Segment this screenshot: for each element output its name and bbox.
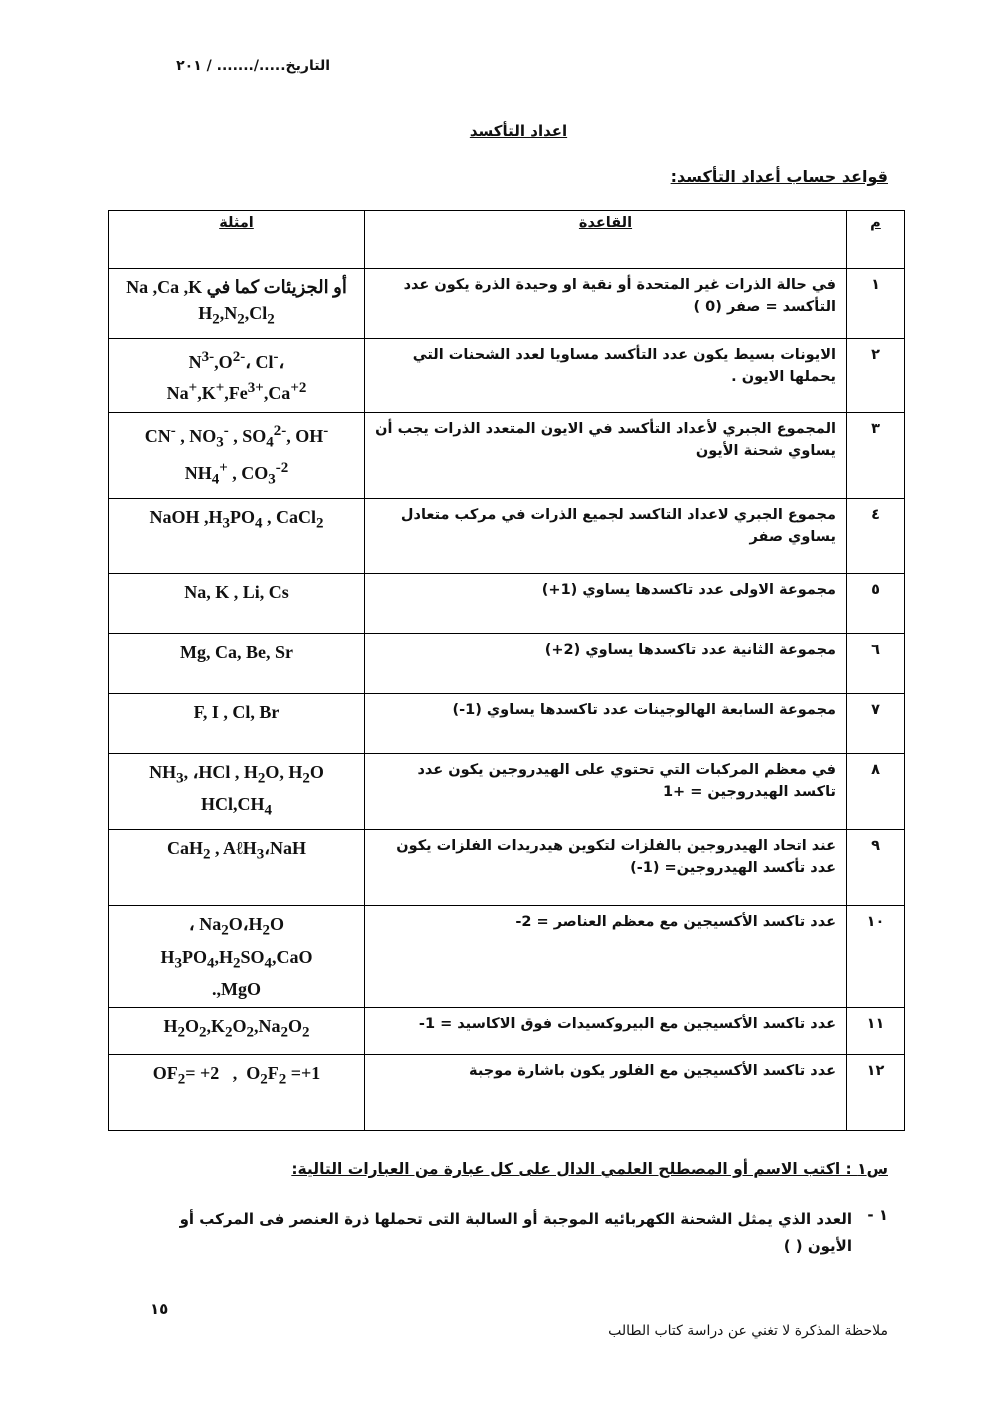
table-row: [109, 1055, 905, 1131]
rule-number: ٤: [847, 498, 905, 573]
rule-number: ٨: [847, 753, 905, 829]
rule-number: ٣: [847, 412, 905, 498]
rule-text: مجموعة السابعة الهالوجينات عدد تاكسدها يساوي (1-): [365, 693, 847, 753]
table-row: [109, 573, 905, 633]
rule-examples: $OF_2= +2$ , $O_2F_2 =+1$: [109, 1055, 365, 1131]
rule-text: في حالة الذرات غير المتحدة أو نقية او وحيدة الذرة يكون عدد التأكسد = صفر (0 ): [365, 269, 847, 339]
table-row: [109, 633, 905, 693]
header-rule: القاعدة: [365, 211, 847, 269]
table-row: [109, 269, 905, 339]
rule-examples: CaH$_2$ , AℓH$_3$،NaH: [109, 829, 365, 905]
rule-number: ١٠: [847, 905, 905, 1007]
rule-number: ١: [847, 269, 905, 339]
rule-number: ٧: [847, 693, 905, 753]
question-item-number: ١ -: [867, 1206, 888, 1224]
date-line: التاريخ...../....... / ٢٠١: [176, 58, 330, 74]
table-row: [109, 829, 905, 905]
rule-number: ٢: [847, 338, 905, 412]
rule-number: ٩: [847, 829, 905, 905]
rule-text: في معظم المركبات التي تحتوي على الهيدروجين يكون عدد تاكسد الهيدروجين = +1: [365, 753, 847, 829]
header-examples: امثلة: [109, 211, 365, 269]
rule-text: عند اتحاد الهيدروجين بالفلزات لتكوين هيدريدات الفلزات يكون عدد تأكسد الهيدروجين= (1-): [365, 829, 847, 905]
rule-text: مجموع الجبري لاعداد التاكسد لجميع الذرات في مركب متعادل يساوي صفر: [365, 498, 847, 573]
rule-examples: CN- , $NO_3^-$ , $SO_4^{2-}$, OH- $NH_4^+$ , $CO_3^{-2}$: [109, 412, 365, 498]
question-item-text: العدد الذي يمثل الشحنة الكهربائيه الموجبة أو السالبة التى تحملها ذرة العنصر فى المركب أو الأيون ( ): [179, 1210, 852, 1255]
page-title: اعداد التأكسد: [469, 122, 568, 140]
rule-examples: $H_2O_2,K_2O_2,Na_2O_2$: [109, 1008, 365, 1055]
rule-number: ٥: [847, 573, 905, 633]
rule-text: عدد تاكسد الأكسيجين مع معظم العناصر = 2-: [365, 905, 847, 1007]
oxidation-rules-table: [108, 210, 905, 1131]
rule-text: مجموعة الثانية عدد تاكسدها يساوي (2+): [365, 633, 847, 693]
rule-number: ٦: [847, 633, 905, 693]
rules-heading: قواعد حساب أعداد التأكسد:: [670, 167, 888, 186]
rule-text: المجموع الجبري لأعداد التأكسد في الايون المتعدد الذرات يجب أن يساوي شحنة الأيون: [365, 412, 847, 498]
rule-text: الايونات بسيط يكون عدد التأكسد مساويا لعدد الشحنات التي يحملها الايون .: [365, 338, 847, 412]
rule-examples: NaOH $,H_3PO_4$ , CaCl$_2$: [109, 498, 365, 573]
rule-number: ١١: [847, 1008, 905, 1055]
table-row: [109, 338, 905, 412]
page-number: ١٥: [150, 1300, 169, 1318]
rule-examples: F, I , Cl, Br: [109, 693, 365, 753]
table-row: [109, 498, 905, 573]
rule-examples: Na ,Ca ,K أو الجزيئات كما في $H_2,N_2,Cl_2$: [109, 269, 365, 339]
rule-examples: $NH_3$, ،HCl , $H_2O$, $H_2O$ $HCl,CH_4$: [109, 753, 365, 829]
table-row: [109, 1008, 905, 1055]
rule-number: ١٢: [847, 1055, 905, 1131]
rule-examples: Mg, Ca, Be, Sr: [109, 633, 365, 693]
question-heading: س١ : اكتب الاسم أو المصطلح العلمي الدال على كل عبارة من العبارات التالية:: [291, 1160, 888, 1178]
table-row: [109, 693, 905, 753]
rule-examples: ، $Na_2O،H_2O$ $H_3PO_4,H_2SO_4,CaO$ .,MgO: [109, 905, 365, 1007]
table-row: [109, 905, 905, 1007]
header-num: م: [847, 211, 905, 269]
rule-text: مجموعة الاولى عدد تاكسدها يساوي (1+): [365, 573, 847, 633]
rule-text: عدد تاكسد الأكسيجين مع الفلور يكون باشارة موجبة: [365, 1055, 847, 1131]
table-row: [109, 753, 905, 829]
footer-note: ملاحظة المذكرة لا تغني عن دراسة كتاب الطالب: [608, 1323, 888, 1339]
rule-examples: Na, K , Li, Cs: [109, 573, 365, 633]
rule-text: عدد تاكسد الأكسيجين مع البيروكسيدات فوق الاكاسيد = 1-: [365, 1008, 847, 1055]
table-row: [109, 412, 905, 498]
rule-examples: $N^{3-},O^{2-}،$ Cl-، $Na^+,K^+,Fe^{3+},Ca^{+2}$: [109, 338, 365, 412]
